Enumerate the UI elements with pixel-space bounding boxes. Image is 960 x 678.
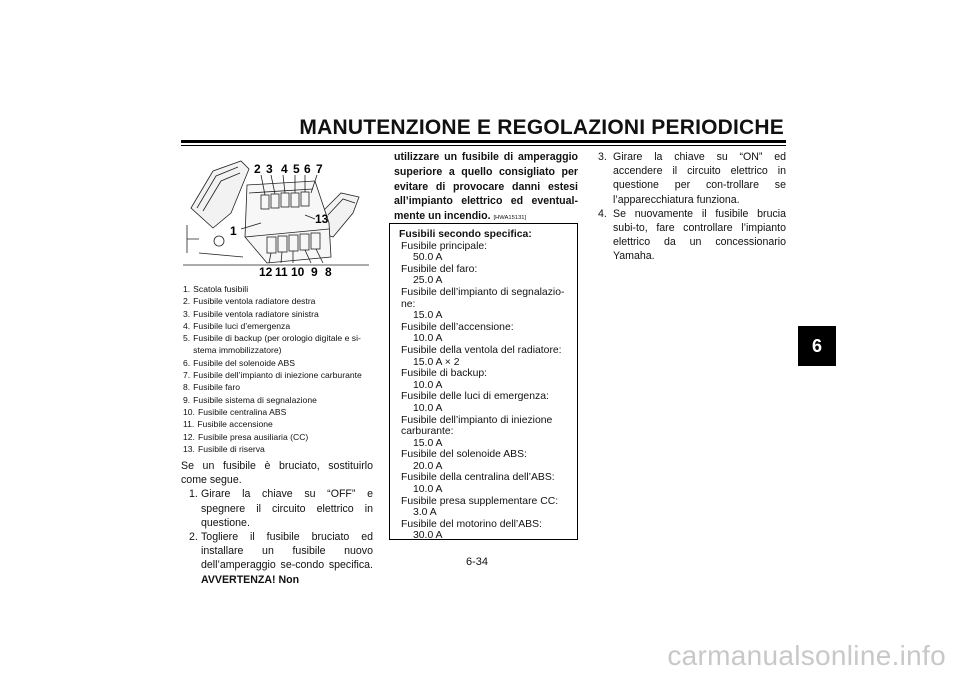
spec-value: 10.0 A (413, 333, 443, 345)
callout-item: 5. Fusibile di backup (per orologio digitale e si-stema immobilizzatore) (183, 333, 361, 356)
callout-label-4: 4 (281, 162, 288, 176)
spec-value: 20.0 A (413, 460, 443, 472)
spec-label: Fusibile principale: (401, 240, 488, 252)
header-rule-thin (181, 145, 786, 146)
intro-text: Se un fusibile è bruciato, sostituirlo come segue. (181, 460, 373, 487)
spec-value: 10.0 A (413, 379, 443, 391)
callout-label-1: 1 (230, 224, 237, 238)
fuse-box-illustration (183, 153, 369, 279)
spec-label: Fusibile del motorino dell’ABS: (401, 518, 542, 530)
callout-item: 10. Fusibile centralina ABS (183, 406, 287, 417)
callout-label-10: 10 (291, 265, 305, 279)
spec-label: Fusibile del faro: (401, 263, 478, 275)
spec-value: 15.0 A × 2 (413, 356, 460, 368)
spec-label: Fusibile dell’accensione: (401, 321, 514, 333)
chapter-tab: 6 (798, 326, 836, 366)
callout-item: 4. Fusibile luci d’emergenza (183, 320, 291, 331)
spec-value: 50.0 A (413, 252, 443, 264)
watermark: carmanualsonline.info (667, 640, 946, 671)
callout-label-12: 12 (259, 265, 273, 279)
spec-label: Fusibile delle luci di emergenza: (401, 391, 549, 403)
spec-value: 15.0 A (413, 437, 443, 449)
callout-item: 2. Fusibile ventola radiatore destra (183, 296, 316, 307)
callout-item: 8. Fusibile faro (183, 382, 240, 393)
callout-item: 6. Fusibile del solenoide ABS (183, 357, 295, 368)
callout-item: 12. Fusibile presa ausiliaria (CC) (183, 431, 309, 442)
spec-label: Fusibile dell’impianto di iniezione carburante: (401, 414, 553, 438)
callout-legend (183, 283, 375, 455)
procedure-step: 3. Girare la chiave su “ON” ed accendere il circuito elettrico in questione per con-trollare se l’apparecchiatura funziona. (598, 151, 786, 206)
spec-label: Fusibile del solenoide ABS: (401, 449, 527, 461)
spec-label: Fusibile di backup: (401, 368, 488, 380)
fuse-specification-box (389, 223, 578, 540)
callout-item: 3. Fusibile ventola radiatore sinistra (183, 308, 319, 319)
spec-label: Fusibile presa supplementare CC: (401, 495, 559, 507)
procedure-column-3 (598, 150, 786, 264)
warning-code: [HWA15131] (493, 215, 527, 222)
procedure-step: 1. Girare la chiave su “OFF” e spegnere il circuito elettrico in questione. (189, 488, 373, 529)
callout-label-3: 3 (266, 162, 273, 176)
procedure-step: 2. Togliere il fusibile bruciato ed installare un fusibile nuovo dell’amperaggio se-condo specifica. AVVERTENZA! Non (189, 531, 373, 586)
callout-item: 7. Fusibile dell’impianto di iniezione carburante (183, 370, 362, 381)
warning-text: utilizzare un fusibile di amperaggio superiore a quello consigliato per evitare di provocare danni estesi all’impianto elettrico ed eventual-mente un incendio. [HWA15131] (394, 151, 578, 223)
procedure-column-1 (181, 459, 373, 587)
spec-label: Fusibile della ventola del radiatore: (401, 344, 562, 356)
warning-label: AVVERTENZA! Non (201, 573, 300, 586)
callout-label-9: 9 (311, 265, 318, 279)
callout-label-13: 13 (315, 212, 329, 226)
spec-value: 25.0 A (413, 275, 443, 287)
spec-value: 15.0 A (413, 310, 443, 322)
procedure-step: 4. Se nuovamente il fusibile brucia subi-to, fare controllare l’impianto elettrico da un concessionario Yamaha. (598, 207, 786, 263)
spec-value: 30.0 A (413, 530, 443, 542)
callout-item: 11. Fusibile accensione (183, 419, 273, 430)
callout-item: 13. Fusibile di riserva (183, 443, 265, 454)
spec-value: 10.0 A (413, 484, 443, 496)
callout-label-6: 6 (304, 162, 311, 176)
callout-item: 9. Fusibile sistema di segnalazione (183, 394, 317, 405)
spec-label: Fusibile della centralina dell’ABS: (401, 472, 555, 484)
spec-value: 3.0 A (413, 507, 437, 519)
spec-value: 10.0 A (413, 402, 443, 414)
page-number: 6-34 (466, 556, 489, 568)
header-rule (181, 140, 786, 143)
spec-title: Fusibili secondo specifica: (399, 229, 532, 240)
callout-item: 1. Scatola fusibili (183, 284, 249, 294)
callout-label-8: 8 (325, 265, 332, 279)
callout-label-5: 5 (293, 162, 300, 176)
callout-label-2: 2 (254, 162, 261, 176)
page-title: MANUTENZIONE E REGOLAZIONI PERIODICHE (299, 116, 784, 139)
callout-label-7: 7 (316, 162, 323, 176)
spec-label: Fusibile dell’impianto di segnalazio-ne: (401, 286, 565, 310)
callout-label-11: 11 (275, 265, 288, 279)
